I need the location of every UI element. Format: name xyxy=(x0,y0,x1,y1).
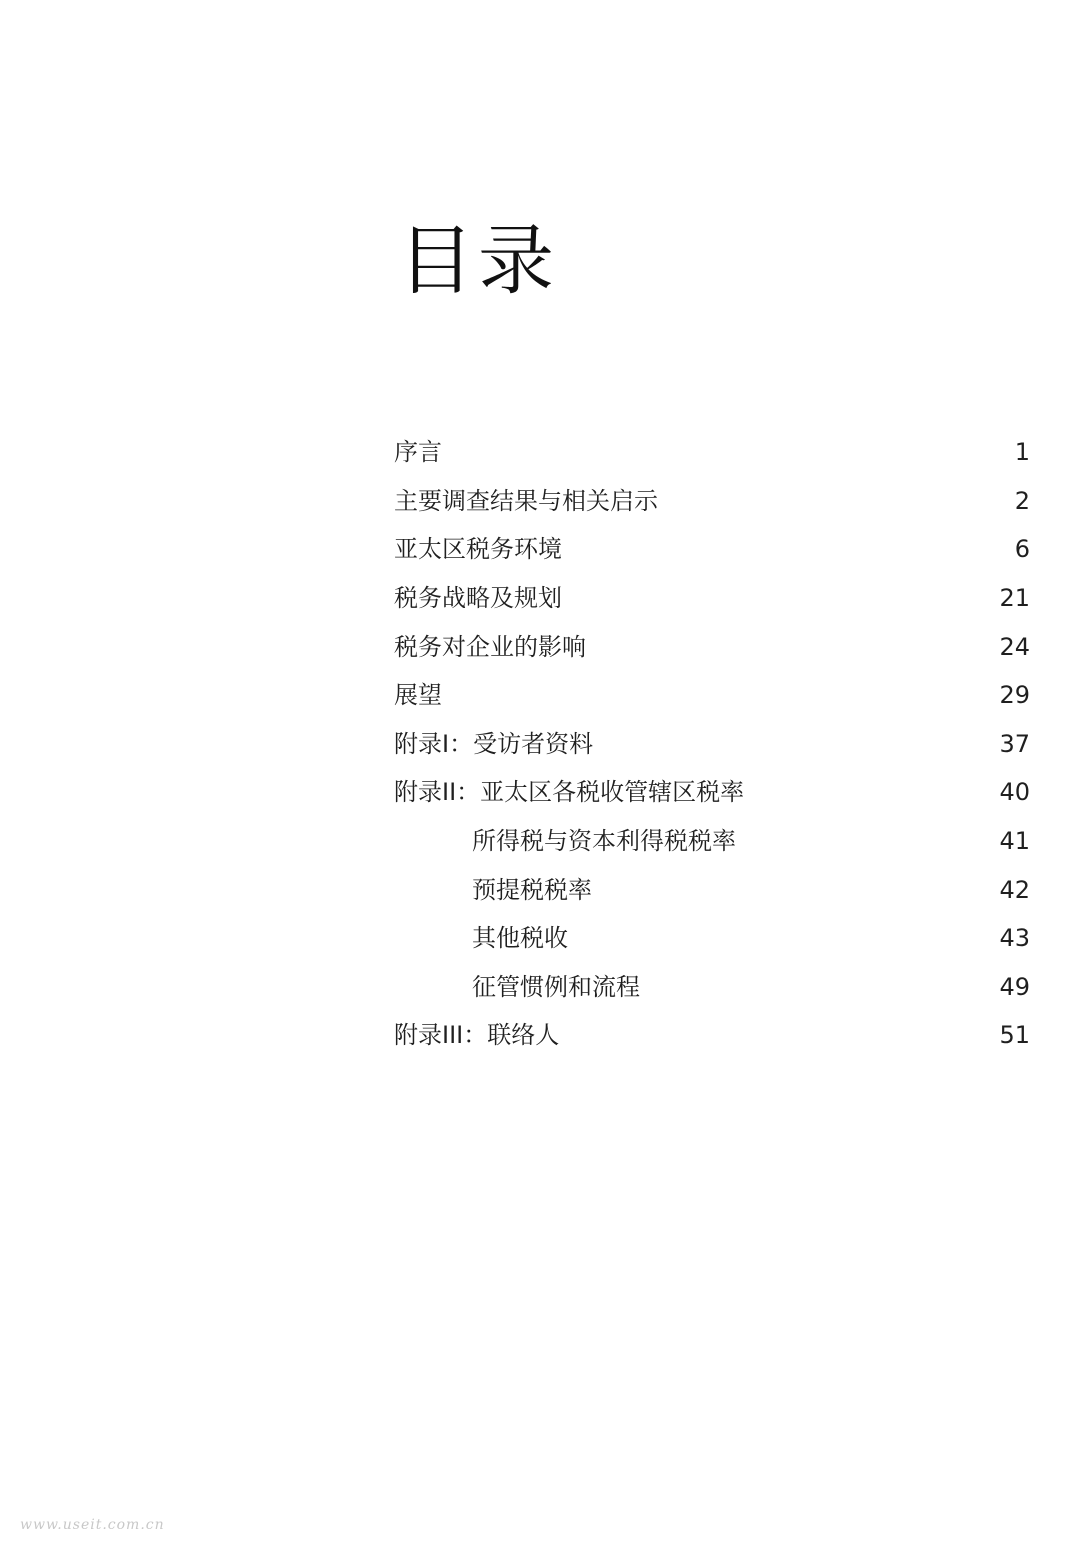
toc-entry-label: 亚太区税务环境 xyxy=(394,535,562,564)
toc-entry[interactable] xyxy=(394,671,1030,720)
toc-subentry-label: 所得税与资本利得税税率 xyxy=(472,827,736,856)
toc-entry-page-number: 37 xyxy=(999,729,1030,758)
toc-entry-page-number: 1 xyxy=(1014,438,1030,467)
toc-entry-label: 序言 xyxy=(394,438,442,467)
toc-entry-label: 税务对企业的影响 xyxy=(394,632,586,661)
toc-entry[interactable] xyxy=(394,428,1030,477)
toc-entry-label: 主要调查结果与相关启示 xyxy=(394,486,658,515)
toc-entry[interactable] xyxy=(394,574,1030,623)
toc-entry[interactable] xyxy=(394,477,1030,526)
toc-entry-page-number: 40 xyxy=(999,778,1030,807)
toc-entry-label: 附录I：受访者资料 xyxy=(394,729,594,758)
toc-subentry[interactable] xyxy=(394,817,1030,866)
toc-entry[interactable] xyxy=(394,525,1030,574)
toc-subentry-label: 预提税税率 xyxy=(472,875,592,904)
toc-subentry-page-number: 49 xyxy=(999,972,1030,1001)
toc-entry-page-number: 6 xyxy=(1014,535,1030,564)
toc-entry-page-number: 2 xyxy=(1014,486,1030,515)
toc-subentry-label: 征管惯例和流程 xyxy=(472,972,640,1001)
toc-subentry-page-number: 42 xyxy=(999,875,1030,904)
toc-entry-label: 税务战略及规划 xyxy=(394,584,562,613)
toc-subentry[interactable] xyxy=(394,914,1030,963)
toc-entry-page-number: 51 xyxy=(999,1021,1030,1050)
toc-subentry-page-number: 41 xyxy=(999,827,1030,856)
toc-entry-page-number: 29 xyxy=(999,681,1030,710)
toc-subentry[interactable] xyxy=(394,865,1030,914)
toc-entry[interactable] xyxy=(394,720,1030,769)
toc-entry-label: 附录III：联络人 xyxy=(394,1021,560,1050)
table-of-contents xyxy=(394,428,1030,1060)
toc-entry[interactable] xyxy=(394,1011,1030,1060)
toc-entry[interactable] xyxy=(394,768,1030,817)
toc-entry-label: 展望 xyxy=(394,681,442,710)
toc-subentry[interactable] xyxy=(394,963,1030,1012)
toc-entry[interactable] xyxy=(394,622,1030,671)
toc-entry-label: 附录II：亚太区各税收管辖区税率 xyxy=(394,778,745,807)
toc-entry-page-number: 21 xyxy=(999,584,1030,613)
toc-subentry-page-number: 43 xyxy=(999,924,1030,953)
page-title: 目录 xyxy=(398,215,558,305)
toc-entry-page-number: 24 xyxy=(999,632,1030,661)
toc-subentry-label: 其他税收 xyxy=(472,924,568,953)
watermark: www.useit.com.cn xyxy=(20,1517,165,1533)
